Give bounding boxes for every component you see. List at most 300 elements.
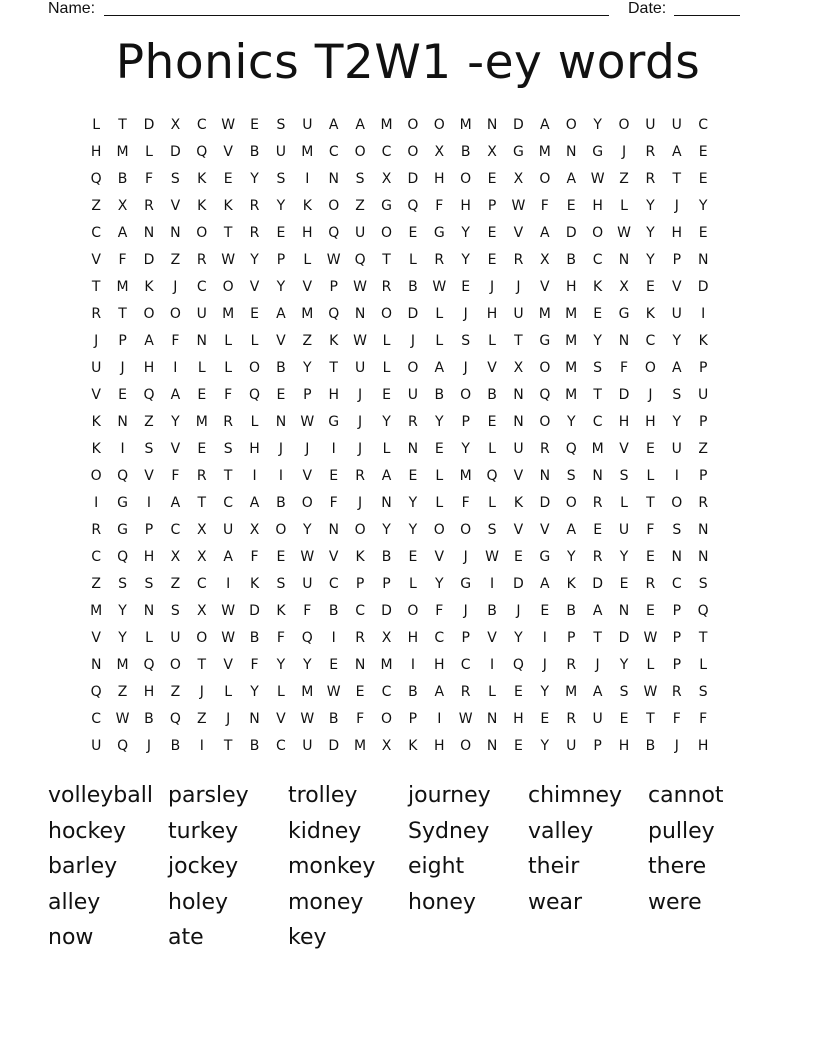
- grid-letter: P: [276, 252, 286, 268]
- grid-letter: O: [433, 522, 445, 538]
- grid-letter: W: [221, 630, 236, 646]
- grid-letter: E: [645, 549, 655, 565]
- grid-letter: V: [223, 657, 233, 673]
- grid-letter: L: [224, 684, 233, 700]
- grid-letter: I: [331, 441, 336, 457]
- grid-letter: F: [250, 657, 259, 673]
- grid-letter: Y: [514, 630, 523, 646]
- grid-letter: V: [619, 441, 629, 457]
- grid-letter: J: [173, 279, 178, 295]
- grid-letter: Q: [143, 387, 155, 403]
- grid-letter: L: [382, 333, 391, 349]
- grid-letter: P: [461, 414, 470, 430]
- grid-letter: E: [698, 144, 708, 160]
- grid-letter: V: [487, 360, 497, 376]
- grid-letter: W: [485, 549, 499, 565]
- grid-letter: C: [645, 333, 656, 349]
- grid-letter: H: [407, 630, 419, 646]
- grid-letter: K: [566, 576, 576, 592]
- grid-letter: W: [221, 117, 236, 133]
- grid-letter: O: [539, 171, 551, 187]
- grid-letter: P: [461, 630, 470, 646]
- grid-letter: V: [328, 549, 339, 565]
- grid-letter: Y: [619, 549, 629, 565]
- grid-letter: A: [672, 144, 682, 160]
- grid-row: [83, 355, 743, 382]
- grid-letter: Z: [355, 198, 365, 214]
- grid-letter: B: [328, 603, 339, 619]
- grid-letter: O: [354, 522, 366, 538]
- grid-letter: J: [358, 441, 363, 457]
- grid-letter: E: [461, 279, 471, 295]
- grid-letter: D: [143, 252, 155, 268]
- grid-letter: E: [645, 441, 655, 457]
- worksheet-header: [48, 0, 748, 18]
- grid-letter: U: [671, 441, 682, 457]
- grid-letter: Q: [117, 468, 129, 484]
- grid-letter: L: [303, 252, 312, 268]
- grid-letter: M: [591, 441, 604, 457]
- grid-letter: F: [171, 468, 180, 484]
- grid-letter: V: [170, 441, 181, 457]
- grid-letter: J: [410, 333, 415, 349]
- grid-letter: K: [408, 738, 418, 754]
- grid-letter: Y: [698, 198, 708, 214]
- grid-letter: G: [328, 414, 340, 430]
- grid-letter: Q: [117, 738, 129, 754]
- grid-letter: H: [302, 225, 313, 241]
- grid-letter: U: [354, 225, 366, 241]
- grid-letter: A: [592, 603, 603, 619]
- grid-letter: N: [407, 441, 419, 457]
- grid-letter: G: [539, 333, 551, 349]
- grid-letter: H: [90, 144, 102, 160]
- grid-letter: K: [197, 171, 207, 187]
- grid-letter: L: [620, 495, 628, 511]
- grid-letter: Y: [250, 684, 259, 700]
- grid-letter: N: [381, 495, 392, 511]
- grid-letter: L: [435, 468, 444, 484]
- grid-letter: M: [301, 144, 314, 160]
- grid-letter: B: [276, 360, 286, 376]
- grid-letter: D: [539, 495, 551, 511]
- grid-letter: K: [645, 306, 655, 322]
- name-blank-line: [104, 15, 609, 16]
- grid-letter: A: [249, 495, 260, 511]
- grid-letter: N: [249, 711, 260, 727]
- grid-letter: V: [302, 468, 313, 484]
- grid-letter: H: [697, 738, 709, 754]
- grid-row: [83, 301, 743, 328]
- grid-letter: X: [170, 549, 181, 565]
- grid-letter: Y: [646, 225, 655, 241]
- grid-letter: K: [276, 603, 286, 619]
- grid-letter: J: [595, 657, 600, 673]
- word-bank-item: wear: [528, 889, 583, 915]
- grid-letter: W: [300, 549, 315, 565]
- grid-letter: F: [144, 171, 153, 187]
- grid-letter: O: [433, 117, 445, 133]
- grid-letter: R: [355, 630, 365, 646]
- grid-letter: B: [381, 549, 392, 565]
- grid-letter: D: [143, 117, 155, 133]
- grid-letter: T: [118, 306, 127, 322]
- grid-letter: L: [646, 468, 655, 484]
- grid-letter: V: [144, 468, 154, 484]
- grid-row: [83, 652, 743, 679]
- grid-letter: M: [380, 117, 393, 133]
- grid-letter: P: [487, 198, 497, 214]
- grid-letter: R: [671, 684, 682, 700]
- grid-letter: M: [565, 387, 578, 403]
- grid-letter: H: [486, 306, 498, 322]
- grid-letter: A: [434, 684, 445, 700]
- grid-letter: E: [223, 171, 233, 187]
- grid-letter: I: [410, 657, 415, 673]
- grid-letter: U: [302, 576, 313, 592]
- grid-letter: C: [196, 576, 207, 592]
- grid-letter: V: [513, 468, 524, 484]
- grid-letter: E: [250, 306, 259, 322]
- grid-row: [83, 436, 743, 463]
- grid-letter: T: [91, 279, 101, 295]
- grid-letter: O: [644, 360, 656, 376]
- grid-letter: W: [643, 684, 658, 700]
- grid-row: [83, 193, 743, 220]
- grid-letter: S: [619, 468, 629, 484]
- grid-letter: X: [513, 171, 524, 187]
- grid-letter: Q: [196, 144, 208, 160]
- grid-letter: M: [565, 684, 578, 700]
- grid-letter: M: [354, 738, 367, 754]
- grid-letter: F: [540, 198, 549, 214]
- grid-letter: R: [566, 657, 577, 673]
- grid-letter: A: [117, 225, 128, 241]
- grid-letter: K: [329, 333, 339, 349]
- grid-letter: T: [698, 630, 708, 646]
- grid-letter: J: [621, 144, 627, 160]
- grid-letter: R: [566, 711, 577, 727]
- grid-letter: R: [645, 171, 656, 187]
- grid-letter: E: [250, 117, 259, 133]
- grid-letter: U: [91, 738, 102, 754]
- word-bank-item: there: [648, 854, 707, 880]
- grid-letter: Q: [697, 603, 709, 619]
- grid-letter: Z: [170, 252, 181, 268]
- grid-letter: E: [487, 225, 497, 241]
- grid-letter: C: [170, 522, 181, 538]
- grid-letter: Z: [170, 576, 181, 592]
- grid-letter: T: [329, 360, 338, 376]
- grid-letter: N: [592, 468, 603, 484]
- grid-letter: P: [355, 576, 365, 592]
- grid-letter: Z: [91, 576, 101, 592]
- grid-row: [83, 328, 743, 355]
- grid-letter: Y: [303, 360, 312, 376]
- grid-letter: R: [592, 549, 603, 565]
- grid-letter: B: [566, 603, 577, 619]
- grid-letter: D: [697, 279, 709, 295]
- grid-letter: W: [511, 198, 526, 214]
- grid-letter: Y: [434, 576, 444, 592]
- grid-letter: W: [458, 711, 473, 727]
- grid-letter: V: [302, 279, 313, 295]
- grid-letter: L: [145, 630, 153, 646]
- grid-letter: S: [566, 468, 576, 484]
- grid-letter: B: [566, 252, 577, 268]
- grid-letter: V: [540, 522, 550, 538]
- grid-letter: E: [540, 711, 550, 727]
- grid-letter: W: [221, 603, 236, 619]
- grid-letter: E: [645, 603, 655, 619]
- grid-letter: F: [276, 630, 285, 646]
- grid-letter: T: [382, 252, 391, 268]
- grid-letter: H: [513, 711, 524, 727]
- grid-letter: Z: [117, 684, 128, 700]
- grid-letter: U: [671, 117, 682, 133]
- grid-letter: F: [118, 252, 127, 268]
- grid-row: [83, 571, 743, 598]
- grid-letter: D: [169, 144, 181, 160]
- grid-letter: J: [674, 198, 679, 214]
- grid-letter: D: [513, 576, 524, 592]
- grid-letter: L: [277, 684, 285, 700]
- grid-letter: N: [170, 225, 181, 241]
- grid-letter: S: [118, 576, 128, 592]
- grid-letter: B: [408, 684, 418, 700]
- grid-row: [83, 220, 743, 247]
- grid-letter: E: [593, 522, 603, 538]
- grid-letter: H: [434, 738, 445, 754]
- grid-letter: F: [171, 333, 180, 349]
- grid-letter: J: [94, 333, 99, 349]
- grid-letter: R: [223, 414, 234, 430]
- grid-letter: Y: [646, 198, 655, 214]
- grid-letter: Y: [276, 657, 286, 673]
- grid-letter: Y: [461, 252, 470, 268]
- grid-letter: U: [302, 738, 313, 754]
- grid-letter: E: [276, 549, 286, 565]
- word-bank-item: parsley: [168, 783, 249, 808]
- grid-letter: N: [565, 144, 577, 160]
- grid-letter: H: [565, 279, 577, 295]
- grid-letter: L: [224, 333, 233, 349]
- grid-letter: D: [592, 576, 603, 592]
- grid-letter: L: [488, 441, 496, 457]
- grid-letter: Y: [672, 333, 682, 349]
- grid-letter: Y: [461, 225, 470, 241]
- grid-letter: L: [145, 144, 153, 160]
- grid-letter: W: [353, 279, 368, 295]
- grid-letter: T: [197, 657, 207, 673]
- grid-letter: J: [146, 738, 152, 754]
- grid-letter: T: [646, 711, 655, 727]
- grid-letter: A: [434, 360, 445, 376]
- grid-letter: T: [223, 738, 233, 754]
- grid-letter: X: [196, 549, 207, 565]
- grid-letter: C: [460, 657, 471, 673]
- grid-letter: E: [698, 171, 708, 187]
- grid-letter: K: [593, 279, 603, 295]
- grid-letter: O: [249, 360, 261, 376]
- grid-letter: Y: [250, 252, 259, 268]
- grid-letter: D: [407, 171, 419, 187]
- grid-letter: J: [463, 306, 468, 322]
- grid-letter: Y: [276, 198, 286, 214]
- grid-letter: R: [144, 198, 154, 214]
- grid-letter: H: [434, 171, 445, 187]
- grid-letter: D: [249, 603, 260, 619]
- grid-letter: N: [618, 603, 630, 619]
- grid-letter: L: [92, 117, 101, 133]
- grid-row: [83, 409, 743, 436]
- grid-letter: J: [199, 684, 204, 700]
- grid-letter: Y: [382, 522, 391, 538]
- grid-letter: E: [487, 171, 497, 187]
- grid-letter: C: [196, 279, 207, 295]
- grid-letter: H: [645, 414, 656, 430]
- grid-letter: T: [197, 495, 207, 511]
- grid-letter: B: [487, 603, 497, 619]
- grid-letter: X: [381, 171, 392, 187]
- word-bank: [48, 778, 768, 956]
- grid-letter: Y: [461, 441, 470, 457]
- grid-letter: G: [539, 549, 551, 565]
- grid-letter: L: [488, 333, 496, 349]
- grid-letter: O: [143, 306, 155, 322]
- grid-letter: Y: [276, 279, 286, 295]
- word-bank-item: volleyball: [48, 783, 153, 808]
- grid-letter: W: [221, 252, 236, 268]
- grid-letter: C: [328, 576, 339, 592]
- grid-letter: Q: [169, 711, 181, 727]
- grid-letter: K: [355, 549, 365, 565]
- grid-letter: N: [486, 711, 498, 727]
- grid-letter: C: [91, 225, 102, 241]
- grid-letter: D: [565, 225, 577, 241]
- grid-letter: X: [513, 360, 524, 376]
- grid-letter: K: [249, 576, 260, 592]
- grid-letter: G: [117, 522, 129, 538]
- word-bank-item: were: [648, 889, 702, 915]
- grid-letter: S: [672, 387, 682, 403]
- grid-letter: M: [90, 603, 103, 619]
- grid-letter: R: [539, 441, 550, 457]
- grid-letter: O: [407, 603, 419, 619]
- grid-letter: V: [91, 252, 101, 268]
- grid-letter: U: [407, 387, 418, 403]
- grid-letter: C: [328, 144, 339, 160]
- grid-letter: C: [355, 603, 365, 619]
- grid-letter: R: [645, 144, 656, 160]
- grid-letter: A: [223, 549, 233, 565]
- word-bank-item: alley: [48, 889, 101, 915]
- grid-letter: Y: [566, 414, 576, 430]
- grid-letter: O: [460, 522, 472, 538]
- grid-letter: N: [196, 333, 207, 349]
- grid-letter: S: [698, 684, 708, 700]
- word-bank-item: pulley: [648, 818, 715, 844]
- grid-letter: F: [672, 711, 681, 727]
- grid-letter: U: [196, 306, 207, 322]
- grid-letter: X: [619, 279, 629, 295]
- grid-letter: W: [353, 333, 368, 349]
- grid-letter: C: [698, 117, 709, 133]
- grid-letter: Y: [303, 522, 312, 538]
- grid-letter: N: [539, 468, 551, 484]
- grid-letter: E: [487, 252, 497, 268]
- grid-letter: B: [328, 711, 339, 727]
- grid-letter: Y: [672, 414, 682, 430]
- grid-letter: F: [303, 603, 312, 619]
- grid-letter: F: [461, 495, 470, 511]
- grid-letter: T: [593, 630, 602, 646]
- grid-letter: L: [488, 495, 496, 511]
- grid-letter: L: [250, 414, 259, 430]
- grid-letter: M: [301, 306, 314, 322]
- grid-letter: H: [434, 657, 445, 673]
- grid-letter: D: [513, 117, 524, 133]
- grid-letter: W: [300, 711, 315, 727]
- grid-letter: P: [672, 252, 682, 268]
- grid-letter: J: [516, 279, 521, 295]
- grid-letter: K: [91, 441, 101, 457]
- grid-letter: Y: [540, 684, 550, 700]
- grid-letter: X: [540, 252, 550, 268]
- grid-letter: S: [276, 576, 286, 592]
- grid-letter: J: [463, 360, 468, 376]
- grid-letter: P: [329, 279, 338, 295]
- grid-letter: Y: [593, 333, 602, 349]
- grid-letter: C: [223, 495, 234, 511]
- grid-letter: G: [381, 198, 392, 214]
- grid-letter: J: [305, 441, 310, 457]
- grid-letter: B: [170, 738, 181, 754]
- grid-letter: L: [408, 576, 417, 592]
- grid-letter: S: [144, 576, 154, 592]
- grid-letter: P: [567, 630, 576, 646]
- grid-letter: E: [645, 279, 655, 295]
- grid-letter: J: [648, 387, 653, 403]
- grid-letter: V: [513, 225, 524, 241]
- grid-letter: G: [592, 144, 604, 160]
- word-bank-item: trolley: [288, 783, 358, 808]
- grid-letter: D: [618, 387, 630, 403]
- name-label: Name:: [48, 0, 96, 17]
- grid-letter: G: [460, 576, 472, 592]
- grid-letter: M: [116, 279, 129, 295]
- grid-letter: L: [382, 441, 391, 457]
- grid-letter: F: [224, 387, 233, 403]
- grid-letter: M: [380, 657, 393, 673]
- grid-letter: K: [302, 198, 312, 214]
- grid-letter: J: [516, 603, 521, 619]
- grid-letter: N: [513, 414, 524, 430]
- grid-letter: D: [618, 630, 630, 646]
- grid-letter: O: [275, 522, 287, 538]
- grid-letter: T: [514, 333, 523, 349]
- grid-letter: I: [173, 360, 178, 376]
- grid-letter: I: [489, 657, 495, 673]
- grid-letter: U: [566, 738, 577, 754]
- grid-letter: S: [487, 522, 497, 538]
- grid-letter: A: [566, 522, 577, 538]
- grid-letter: L: [488, 684, 496, 700]
- grid-row: [83, 517, 743, 544]
- grid-letter: X: [196, 522, 207, 538]
- grid-letter: U: [671, 306, 682, 322]
- grid-letter: O: [460, 738, 472, 754]
